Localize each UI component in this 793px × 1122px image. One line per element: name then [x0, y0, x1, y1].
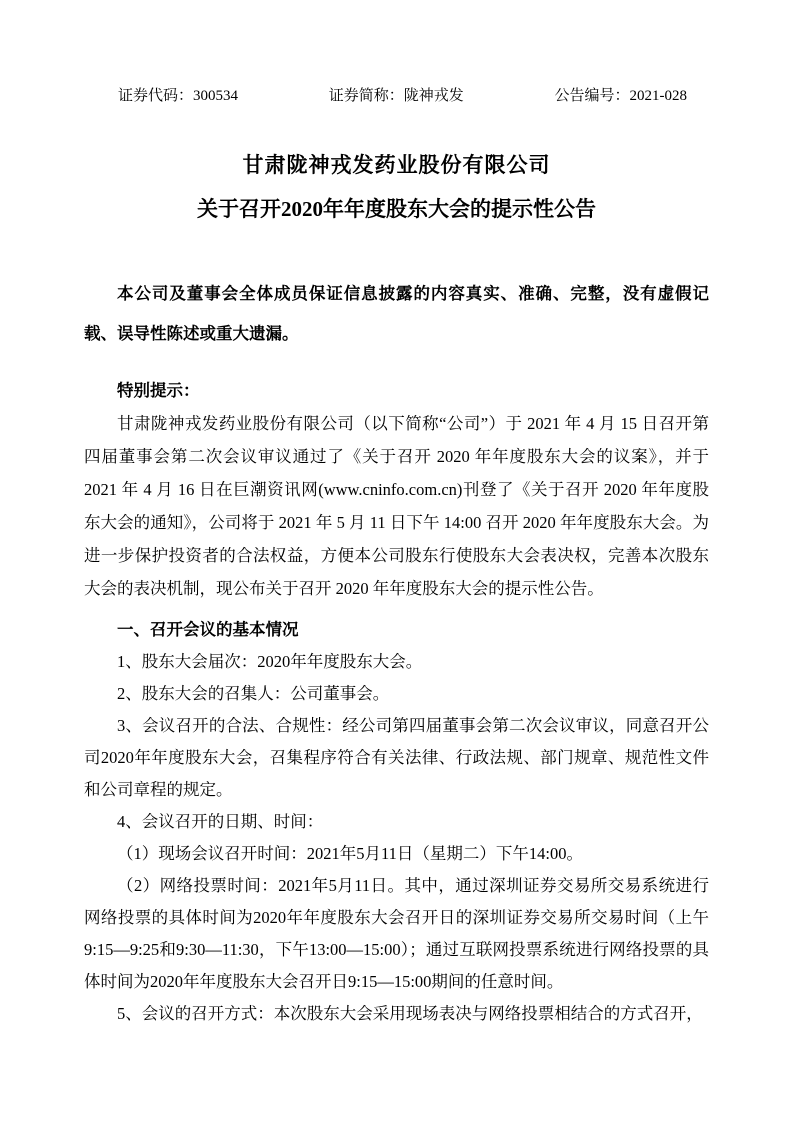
section-1-item-2: 2、股东大会的召集人：公司董事会。: [117, 684, 390, 703]
stock-short-name: 证券简称：陇神戎发: [328, 88, 464, 104]
section-1-item-4-sub-2: （2）网络投票时间：2021年5月11日。其中，通过深圳证券交易所交易系统进行网络投票的具体时间为2020年年度股东大会召开日的深圳证券交易所交易时间（上午9:15—9:25和9:30—11:30，下午13:00—15:00）；通过互联网投票系统进行网络投票的具体时间为2020年年度股东大会召开日9:15—15:00期间的任意时间。: [84, 876, 709, 991]
announcement-title: 关于召开2020年年度股东大会的提示性公告: [197, 197, 596, 221]
board-declaration-paragraph: 本公司及董事会全体成员保证信息披露的内容真实、准确、完整，没有虚假记载、误导性陈述或重大遗漏。: [84, 284, 709, 343]
special-notice-label: 特别提示：: [117, 381, 200, 400]
stock-code: 证券代码：300534: [118, 88, 239, 104]
company-name-title: 甘肃陇神戎发药业股份有限公司: [242, 153, 551, 177]
document-header: [84, 86, 709, 106]
section-1-item-4-sub-1: （1）现场会议召开时间：2021年5月11日（星期二）下午14:00。: [117, 844, 583, 863]
section-1-item-4: 4、会议召开的日期、时间：: [117, 812, 324, 831]
special-notice-body: 甘肃陇神戎发药业股份有限公司（以下简称“公司”）于 2021 年 4 月 15 日召开第四届董事会第二次会议审议通过了《关于召开 2020 年年度股东大会的议案》，并于 2021 年 4 月 16 日在巨潮资讯网(www.cninfo.com.cn)刊登了《关于召开 2020 年年度股东大会的通知》，公司将于 2021 年 5 月 11 日下午 14:00 召开 2020 年年度股东大会。为进一步保护投资者的合法权益，方便本公司股东行使股东大会表决权，完善本次股东大会的表决机制，现公布关于召开 2020 年年度股东大会的提示性公告。: [84, 414, 709, 598]
announcement-number: 公告编号：2021-028: [554, 88, 687, 104]
section-1-item-1: 1、股东大会届次：2020年年度股东大会。: [117, 652, 423, 671]
section-1-heading: 一、召开会议的基本情况: [117, 620, 299, 639]
section-1-item-5: 5、会议的召开方式：本次股东大会采用现场表决与网络投票相结合的方式召开，: [117, 1004, 703, 1023]
section-1-item-3: 3、会议召开的合法、合规性：经公司第四届董事会第二次会议审议，同意召开公司2020年年度股东大会，召集程序符合有关法律、行政法规、部门规章、规范性文件和公司章程的规定。: [84, 716, 709, 799]
